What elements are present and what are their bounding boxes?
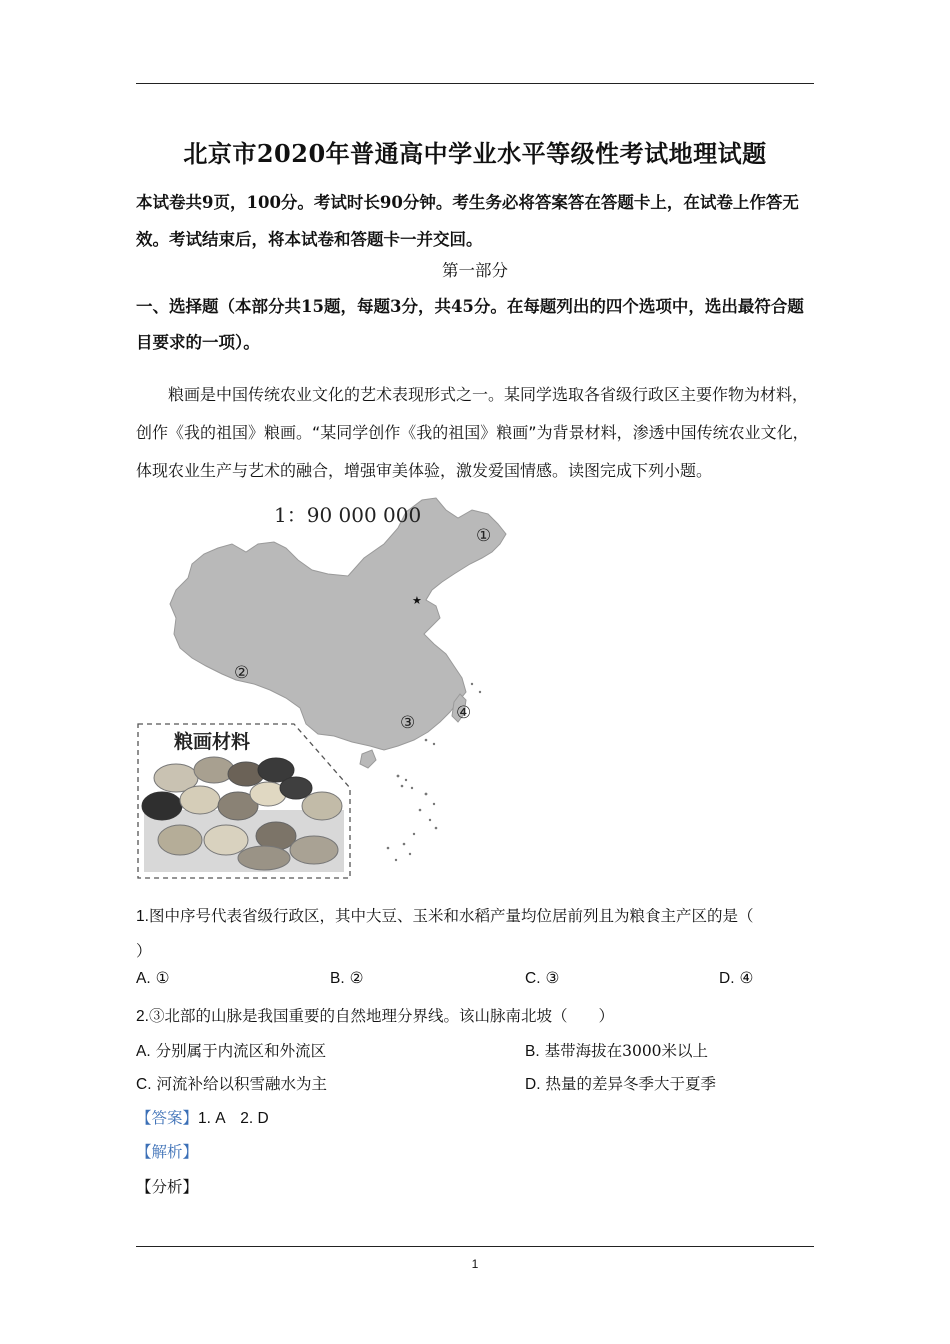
question-2-number: 2. bbox=[136, 1008, 149, 1025]
option-label: D. bbox=[719, 970, 735, 987]
question-1-stem-end: ） bbox=[136, 942, 152, 960]
option-text: ② bbox=[349, 969, 364, 987]
option-label: A. bbox=[136, 970, 151, 987]
option-label: A. bbox=[136, 1043, 151, 1060]
marker-3: ③ bbox=[400, 713, 416, 733]
top-rule bbox=[136, 83, 814, 84]
option-label: B. bbox=[525, 1043, 540, 1060]
passage-text: 粮画是中国传统农业文化的艺术表现形式之一。某同学选取各省级行政区主要作物为材料，创作《我的祖国》粮画。“某同学创作《我的祖国》粮画”为背景材料，渗透中国传统农业文化，体现农业生产与艺术的融合，增强审美体验，激发爱国情感。读图完成下列小题。 bbox=[136, 385, 809, 480]
option-text: 分别属于内流区和外流区 bbox=[155, 1042, 327, 1060]
question-2-stem: ③北部的山脉是我国重要的自然地理分界线。该山脉南北坡（ ） bbox=[148, 1007, 614, 1025]
marker-1: ① bbox=[476, 526, 492, 546]
question-1-option-d[interactable] bbox=[719, 969, 753, 988]
marker-4: ④ bbox=[456, 703, 472, 723]
analysis-label: 【解析】 bbox=[136, 1143, 199, 1161]
beijing-star: ★ bbox=[412, 594, 422, 607]
question-1-option-a[interactable] bbox=[136, 969, 170, 988]
question-1-stem: 图中序号代表省级行政区，其中大豆、玉米和水稻产量均位居前列且为粮食主产区的是（ bbox=[148, 907, 754, 925]
answer-line bbox=[136, 1106, 269, 1128]
option-text: ④ bbox=[739, 969, 754, 987]
question-2-option-c[interactable] bbox=[136, 1072, 327, 1094]
exam-instructions: 本试卷共9页，100分。考试时长90分钟。考生务必将答案答在答题卡上，在试卷上作答无效。考试结束后，将本试卷和答题卡一并交回。 bbox=[136, 193, 799, 249]
page-title: 北京市2020年普通高中学业水平等级性考试地理试题 bbox=[183, 139, 767, 168]
bottom-rule bbox=[136, 1246, 814, 1247]
question-1-number: 1. bbox=[136, 908, 149, 925]
map-scale: 1：90 000 000 bbox=[274, 503, 422, 527]
inset-label: 粮画材料 bbox=[174, 731, 251, 753]
question-2-option-a[interactable] bbox=[136, 1039, 326, 1061]
option-label: B. bbox=[330, 970, 345, 987]
part-heading: 第一部分 bbox=[442, 261, 508, 280]
answer-value: 1. A 2. D bbox=[198, 1110, 269, 1127]
passage bbox=[136, 376, 816, 490]
grain-inset bbox=[138, 724, 350, 878]
question-2-option-d[interactable] bbox=[525, 1072, 716, 1094]
question-1 bbox=[136, 899, 816, 969]
section-heading: 一、选择题（本部分共15题，每题3分，共45分。在每题列出的四个选项中，选出最符合题目要求的一项）。 bbox=[136, 297, 804, 352]
china-map-figure bbox=[136, 488, 516, 880]
question-2 bbox=[136, 1004, 816, 1026]
marker-2: ② bbox=[234, 663, 250, 683]
option-label: C. bbox=[525, 970, 541, 987]
question-1-option-b[interactable] bbox=[330, 969, 364, 988]
option-text: 河流补给以积雪融水为主 bbox=[156, 1075, 327, 1093]
option-label: C. bbox=[136, 1076, 152, 1093]
option-text: ③ bbox=[545, 969, 560, 987]
option-text: 热量的差异冬季大于夏季 bbox=[545, 1075, 716, 1093]
option-label: D. bbox=[525, 1076, 541, 1093]
option-text: ① bbox=[155, 969, 170, 987]
answer-label: 【答案】 bbox=[136, 1109, 199, 1127]
question-2-option-b[interactable] bbox=[525, 1039, 708, 1061]
option-text: 基带海拔在3000米以上 bbox=[544, 1042, 709, 1060]
hainan-shape bbox=[360, 750, 376, 768]
fenxi-label: 【分析】 bbox=[136, 1178, 199, 1196]
page-number: 1 bbox=[471, 1257, 479, 1271]
question-1-option-c[interactable] bbox=[525, 969, 559, 988]
